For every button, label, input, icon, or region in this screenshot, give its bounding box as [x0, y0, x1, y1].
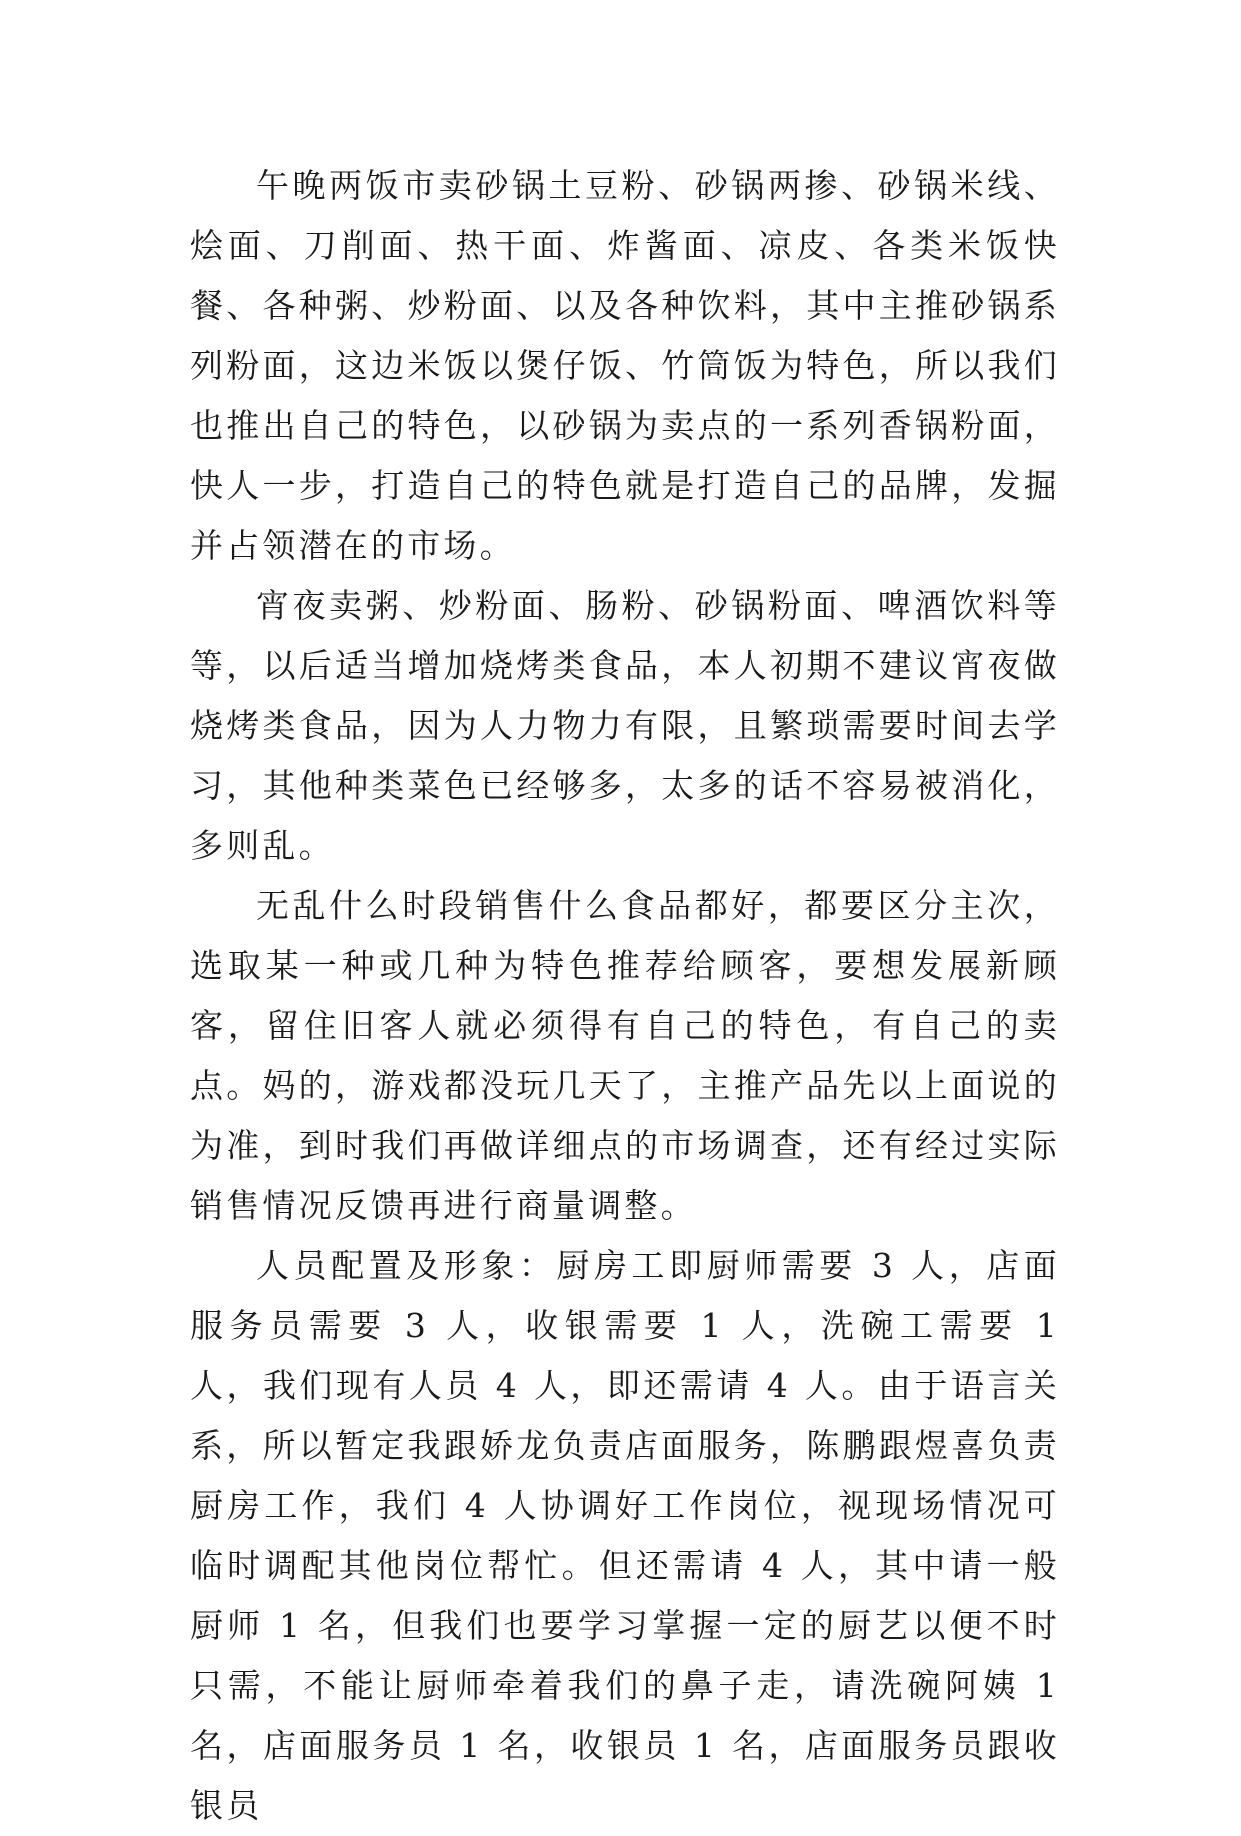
paragraph-specialty-strategy: 无乱什么时段销售什么食品都好，都要区分主次，选取某一种或几种为特色推荐给顾客，要想发展新顾客，留住旧客人就必须得有自己的特色，有自己的卖点。妈的，游戏都没玩几天了，主推产品先以上面说的为准，到时我们再做详细点的市场调查，还有经过实际销售情况反馈再进行商量调整。 [190, 886, 1060, 1225]
paragraph-staffing: 人员配置及形象：厨房工即厨师需要 3 人，店面服务员需要 3 人，收银需要 1 人，洗碗工需要 1 人，我们现有人员 4 人，即还需请 4 人。由于语言关系，所以暂定我跟娇龙负责店面服务，陈鹏跟煜喜负责厨房工作，我们 4 人协调好工作岗位，视现场情况可临时调配其他岗位帮忙。但还需请 4 人，其中请一般厨师 1 名，但我们也要学习掌握一定的厨艺以便不时只需，不能让厨师牵着我们的鼻子走，请洗碗阿姨 1 名，店面服务员 1 名，收银员 1 名，店面服务员跟收银员 [190, 1246, 1060, 1825]
paragraph-late-night-menu: 宵夜卖粥、炒粉面、肠粉、砂锅粉面、啤酒饮料等等，以后适当增加烧烤类食品，本人初期不建议宵夜做烧烤类食品，因为人力物力有限，且繁琐需要时间去学习，其他种类菜色已经够多，太多的话不容易被消化，多则乱。 [190, 586, 1060, 865]
document-body [190, 156, 1060, 1836]
paragraph-lunch-dinner-menu: 午晚两饭市卖砂锅土豆粉、砂锅两掺、砂锅米线、烩面、刀削面、热干面、炸酱面、凉皮、各类米饭快餐、各种粥、炒粉面、以及各种饮料，其中主推砂锅系列粉面，这边米饭以煲仔饭、竹筒饭为特色，所以我们也推出自己的特色，以砂锅为卖点的一系列香锅粉面，快人一步，打造自己的特色就是打造自己的品牌，发掘并占领潜在的市场。 [190, 166, 1060, 565]
